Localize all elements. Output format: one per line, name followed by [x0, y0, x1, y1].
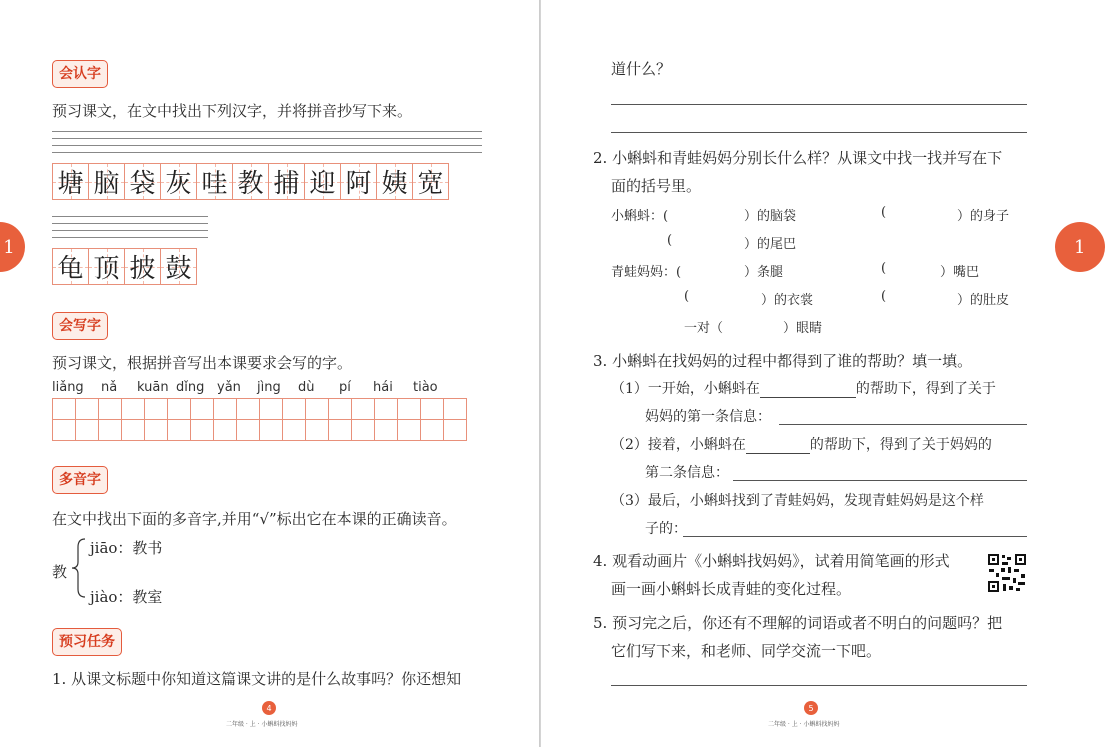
frog-belly-open: (	[881, 289, 887, 304]
char-cell	[232, 163, 269, 200]
char-glyph: 顶	[93, 254, 120, 284]
reading-jiao1: jiāo：教书	[90, 539, 163, 557]
tadpole-tail-open: (	[667, 233, 673, 248]
pinyin-line	[52, 216, 208, 217]
char-cell	[268, 163, 305, 200]
tadpole-brain: ）的脑袋	[744, 209, 797, 224]
q5-line2: 它们写下来，和老师、同学交流一下吧。	[611, 642, 882, 660]
blank-helper-1[interactable]	[760, 383, 856, 398]
char-glyph: 灰	[165, 169, 192, 199]
answer-line[interactable]	[611, 685, 1027, 686]
tadpole-body: ）的身子	[957, 209, 1010, 224]
frog-legs: ）条腿	[744, 265, 784, 280]
writing-grid[interactable]	[52, 398, 467, 441]
reading-jiao4: jiào：教室	[90, 588, 163, 606]
char-cell	[160, 248, 197, 285]
q3-s1: （1）一开始，小蝌蚪在 的帮助下，得到了关于	[611, 381, 996, 397]
frog-clothes: ）的衣裳	[761, 293, 814, 308]
instruction-recognize: 预习课文，在文中找出下列汉字，并将拼音抄写下来。	[52, 102, 413, 120]
pinyin-label: dǐng	[176, 380, 205, 395]
section-title-write: 会写字	[52, 312, 108, 340]
q3-s2: （2）接着，小蝌蚪在 的帮助下，得到了关于妈妈的	[611, 437, 992, 453]
q5-line1: 5. 预习完之后，你还有不理解的词语或者不明白的问题吗？把	[593, 614, 1003, 632]
q4-line2: 画一画小蝌蚪长成青蛙的变化过程。	[611, 580, 852, 598]
char-glyph: 教	[237, 169, 264, 199]
qr-code-icon[interactable]	[987, 553, 1027, 593]
char-glyph: 阿	[345, 169, 372, 199]
left-page	[0, 0, 540, 747]
answer-line[interactable]	[611, 104, 1027, 105]
pinyin-label: yǎn	[217, 380, 241, 395]
char-cell	[376, 163, 413, 200]
frog-belly: ）的肚皮	[957, 293, 1010, 308]
char-glyph: 鼓	[165, 254, 192, 284]
tadpole-tail: ）的尾巴	[744, 237, 797, 252]
section-title-polyphone: 多音字	[52, 466, 108, 494]
q3-s3a: （3）最后，小蝌蚪找到了青蛙妈妈，发现青蛙妈妈是这个样	[611, 493, 984, 509]
pinyin-label: tiào	[413, 380, 438, 395]
char-cell	[304, 163, 341, 200]
frog-eyes-close: ）眼睛	[783, 321, 823, 336]
pinyin-line	[52, 237, 208, 238]
char-cell	[52, 163, 89, 200]
task-q1: 1. 从课文标题中你知道这篇课文讲的是什么故事吗？你还想知	[52, 670, 462, 688]
char-cell	[160, 163, 197, 200]
char-glyph: 宽	[417, 169, 444, 199]
brace-icon	[70, 537, 88, 599]
section-title-recognize: 会认字	[52, 60, 108, 88]
pinyin-line	[52, 152, 482, 153]
page-number: 5	[804, 701, 818, 715]
q2-line1: 2. 小蝌蚪和青蛙妈妈分别长什么样？从课文中找一找并写在下	[593, 149, 1003, 167]
frog-mouth-open: (	[881, 261, 887, 276]
tadpole-label: 小蝌蚪：(	[611, 209, 669, 224]
pinyin-label: hái	[373, 380, 393, 395]
char-row-2	[52, 248, 197, 285]
q4-line1: 4. 观看动画片《小蝌蚪找妈妈》，试着用简笔画的形式	[593, 552, 950, 570]
q3-s3b: 子的：	[645, 521, 687, 537]
q1-continued: 道什么？	[611, 60, 672, 78]
polyphone-char: 教	[52, 563, 68, 581]
q3-s2c: 第二条信息：	[645, 465, 729, 481]
pinyin-label: kuān	[137, 380, 169, 395]
frog-label: 青蛙妈妈：(	[611, 265, 682, 280]
pinyin-line	[52, 223, 208, 224]
pinyin-label: pí	[339, 380, 351, 395]
char-glyph: 塘	[57, 169, 84, 199]
q2-line2: 面的括号里。	[611, 177, 702, 195]
pinyin-label: jìng	[257, 380, 281, 395]
char-glyph: 袋	[129, 169, 156, 199]
frog-mouth: ）嘴巴	[940, 265, 980, 280]
char-glyph: 捕	[273, 169, 300, 199]
char-glyph: 哇	[201, 169, 228, 199]
blank-helper-2[interactable]	[746, 439, 810, 454]
frog-eyes: 一对（	[684, 321, 724, 336]
q3-title: 3. 小蝌蚪在找妈妈的过程中都得到了谁的帮助？填一填。	[593, 352, 973, 370]
pinyin-line	[52, 138, 482, 139]
frog-clothes-open: (	[684, 289, 690, 304]
instruction-polyphone: 在文中找出下面的多音字,并用“√”标出它在本课的正确读音。	[52, 510, 457, 528]
char-row-1	[52, 163, 449, 200]
char-cell	[412, 163, 449, 200]
answer-line[interactable]	[611, 132, 1027, 133]
left-side-tab: 1	[0, 222, 25, 272]
char-cell	[196, 163, 233, 200]
right-side-tab: 1	[1055, 222, 1105, 272]
char-cell	[52, 248, 89, 285]
page-number: 4	[262, 701, 276, 715]
answer-line[interactable]	[779, 424, 1027, 425]
tadpole-body-open: (	[881, 205, 887, 220]
right-page	[541, 0, 1080, 747]
instruction-write: 预习课文，根据拼音写出本课要求会写的字。	[52, 354, 353, 372]
char-cell	[88, 163, 125, 200]
char-glyph: 披	[129, 254, 156, 284]
char-cell	[88, 248, 125, 285]
char-glyph: 迎	[309, 169, 336, 199]
pinyin-label: dù	[298, 380, 315, 395]
answer-line[interactable]	[733, 480, 1027, 481]
pinyin-line	[52, 131, 482, 132]
char-glyph: 脑	[93, 169, 120, 199]
pinyin-line	[52, 145, 482, 146]
pinyin-line	[52, 230, 208, 231]
char-cell	[340, 163, 377, 200]
char-cell	[124, 163, 161, 200]
char-glyph: 龟	[57, 254, 84, 284]
footer-text: 二年级 · 上 · 小蝌蚪找妈妈	[226, 721, 298, 728]
pinyin-label: nǎ	[101, 380, 118, 395]
footer-text: 二年级 · 上 · 小蝌蚪找妈妈	[768, 721, 840, 728]
pinyin-label: liǎng	[52, 380, 84, 395]
char-cell	[124, 248, 161, 285]
q3-s1c: 妈妈的第一条信息：	[645, 409, 771, 425]
answer-line[interactable]	[683, 536, 1027, 537]
char-glyph: 姨	[381, 169, 408, 199]
section-title-tasks: 预习任务	[52, 628, 122, 656]
